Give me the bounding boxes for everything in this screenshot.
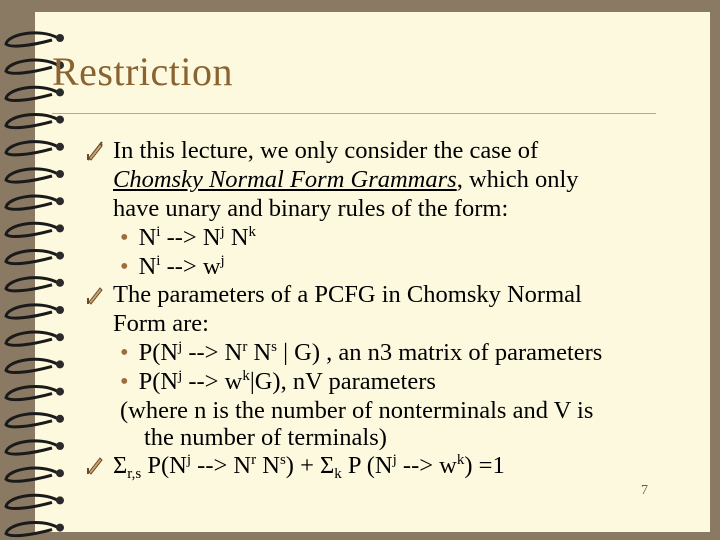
param-unary: • $P(N^j$ --> $w^k|G$), nV parameters <box>120 368 436 395</box>
binding-ring <box>6 305 58 318</box>
binding-hole <box>56 34 64 42</box>
pencil-bullet-icon <box>86 140 104 162</box>
binding-hole <box>56 306 64 314</box>
binding-hole <box>56 442 64 450</box>
binding-ring <box>6 142 58 155</box>
rule-unary: • $N^i$ --> $w^j$ <box>120 253 225 280</box>
binding-hole <box>56 143 64 151</box>
binding-hole <box>56 116 64 124</box>
sub-bullet-dot: • <box>120 368 129 395</box>
binding-hole <box>56 360 64 368</box>
binding-ring <box>6 522 58 535</box>
binding-ring <box>6 332 58 345</box>
binding-ring <box>6 441 58 454</box>
binding-ring <box>6 468 58 481</box>
binding-hole <box>56 469 64 477</box>
binding-hole <box>56 496 64 504</box>
binding-ring <box>6 278 58 291</box>
binding-hole <box>56 333 64 341</box>
bullet-2-line-2: Form are: <box>113 310 209 337</box>
page-number: 7 <box>641 483 648 498</box>
binding-hole <box>56 197 64 205</box>
binding-hole <box>56 170 64 178</box>
binding-hole <box>56 252 64 260</box>
note-line-2: the number of terminals) <box>144 424 387 451</box>
rule-binary: • $N^i$ --> $N^j$ $N^k$ <box>120 224 257 251</box>
binding-ring <box>6 196 58 209</box>
binding-hole <box>56 224 64 232</box>
binding-hole <box>56 279 64 287</box>
sub-bullet-dot: • <box>120 224 129 251</box>
binding-ring <box>6 169 58 182</box>
bullet-1-line-2-tail: , which only <box>456 166 579 193</box>
binding-hole <box>56 415 64 423</box>
binding-ring <box>6 250 58 263</box>
bullet-2-line-1: The parameters of a PCFG in Chomsky Normal <box>113 281 582 308</box>
binding-ring <box>6 33 58 46</box>
binding-ring <box>6 114 58 127</box>
binding-ring <box>6 223 58 236</box>
param-binary: • $P(N^j$ --> $N^r$ $N^s$ | G) , an n3 matrix of parameters <box>120 339 603 366</box>
pencil-bullet-icon <box>86 454 104 476</box>
pencil-bullet-icon <box>86 284 104 306</box>
binding-ring <box>6 359 58 372</box>
bullet-1-line-2 <box>113 166 579 194</box>
bullet-1-line-1: In this lecture, we only consider the case of <box>113 137 539 164</box>
sub-bullet-dot: • <box>120 253 129 280</box>
binding-ring <box>6 87 58 100</box>
slide-title: Restriction <box>52 49 234 94</box>
sub-bullet-dot: • <box>120 339 129 366</box>
binding-ring <box>6 386 58 399</box>
bullet-1-line-3: have unary and binary rules of the form: <box>113 195 509 222</box>
title-divider <box>52 113 656 114</box>
binding-hole <box>56 524 64 532</box>
binding-hole <box>56 388 64 396</box>
binding-ring <box>6 414 58 427</box>
note-line-1: (where n is the number of nonterminals and V is <box>120 397 594 424</box>
probability-sum-equation: $\Sigma_{r,s}$ $P(N^j$ --> $N^r$ $N^s) + \Sigma_k$ P ($N^j$ --> $w^k) =1$ <box>113 452 505 482</box>
binding-ring <box>6 60 58 73</box>
cnf-term: Chomsky Normal Form Grammars <box>113 166 457 193</box>
binding-ring <box>6 495 58 508</box>
